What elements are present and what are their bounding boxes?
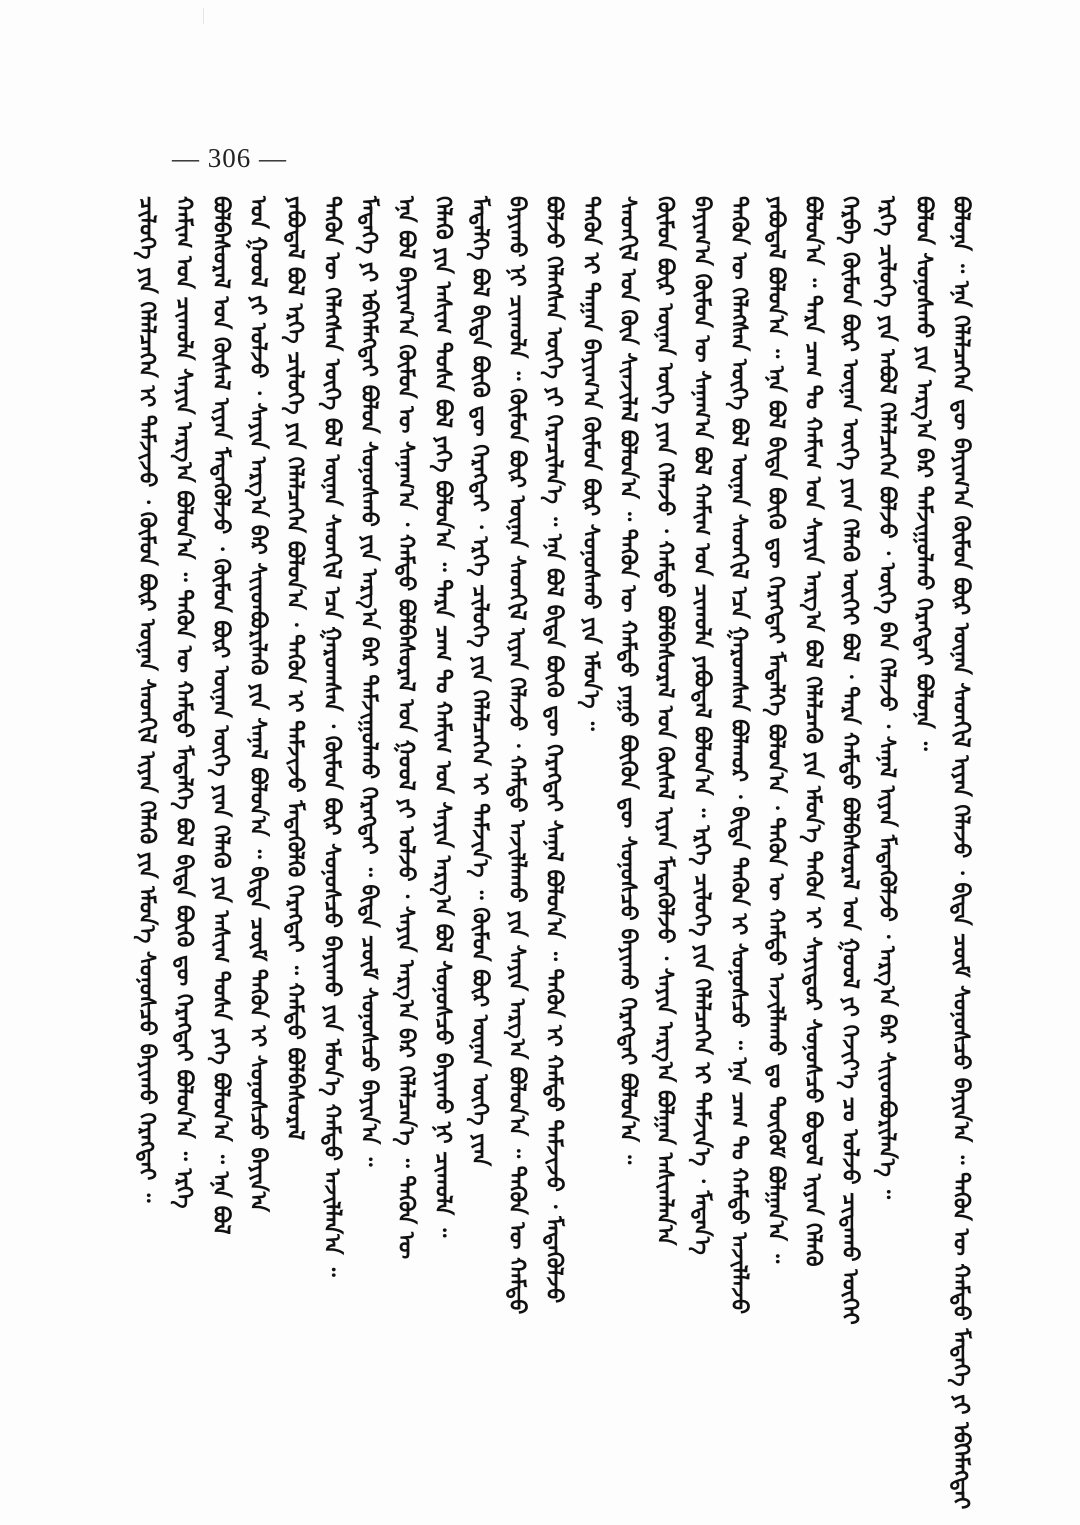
text-column: ᠲᠡᠭᠦᠨ ᠢ ᠳᠠᠭᠠᠨ ᠪᠠᠶᠢᠭ᠎ᠠ ᠬᠦᠮᠦᠨ ᠪᠦᠷ ᠰᠣᠨᠣᠰᠬᠤ ᠶᠢᠨ ᠡᠮᠦᠨ᠎ᠡ ᠃ bbox=[578, 196, 603, 731]
text-column: ᠪᠠᠶᠢᠭ᠎ᠠ ᠬᠦᠮᠦᠨ ᠦ ᠰᠠᠨᠠᠭ᠎ᠠ ᠪᠣᠯ ᠬᠠᠮᠢᠭ ᠤᠨ ᠴᠢᠬᠤᠯᠠ ᠶᠠᠪᠤᠳᠠᠯ ᠪᠣᠯᠤᠨ᠎ᠠ ᠃ ᠡᠷᠬᠡ ᠴᠢᠯᠦᠭᠡ ᠶᠢᠨ ᠬᠡᠯᠡᠯᠴᠡᠭᠡᠨ ᠢ ᠳᠡᠮᠵᠢᠨ᠎ᠡ ᠂ ᠮᠡᠳᠡᠨ᠎ᠡ bbox=[689, 196, 714, 1255]
text-column: ᠲᠡᠭᠦᠨ ᠦ ᠬᠡᠯᠡᠭᠰᠡᠨ ᠦᠭᠡ ᠪᠣᠯ ᠦᠨᠡᠨ ᠰᠡᠳᠬᠢᠯ ᠡᠴᠡ ᠭᠠᠷᠤᠭᠰᠠᠨ ᠂ ᠬᠦᠮᠦᠨ ᠪᠦᠷ ᠰᠣᠨᠣᠰᠴᠤ ᠪᠠᠶᠢᠬᠤ ᠶᠢᠨ ᠡᠮᠦᠨ᠎ᠡ ᠬᠠᠮᠲᠤ ᠠᠵᠢᠯᠯᠠᠨ᠎ᠠ ᠃ bbox=[319, 196, 344, 1277]
text-column: ᠪᠣᠯᠤᠨ᠎ᠠ ᠃ ᠲᠡᠷᠡ ᠴᠠᠭ ᠲᠤ ᠬᠠᠮᠢᠭ ᠤᠨ ᠰᠠᠶᠢᠨ ᠠᠷᠭ᠎ᠠ ᠪᠣᠯ ᠬᠡᠯᠡᠯᠴᠡᠬᠦ ᠶᠢᠨ ᠡᠮᠦᠨ᠎ᠡ ᠲᠡᠭᠦᠨ ᠢ ᠰᠠᠶᠢᠲᠤᠷ ᠰᠣᠨᠣᠰᠴᠤ ᠪᠣᠳᠤᠯ ᠢᠶᠡᠨ ᠬᠡᠯᠡᠬᠦ bbox=[800, 196, 825, 1267]
text-column: ᠪᠣᠯᠤᠨ ᠰᠣᠨᠣᠰᠬᠤ ᠶᠢᠨ ᠠᠷᠭ᠎ᠠ ᠪᠠᠷ ᠳᠠᠮᠵᠢᠭᠤᠯᠬᠤ ᠬᠡᠷᠡᠭᠲᠡᠢ ᠪᠣᠯᠤᠨᠠ ᠃ bbox=[911, 196, 936, 751]
text-column: ᠪᠠᠶᠢᠬᠤ ᠨᠢ ᠴᠢᠬᠤᠯᠠ ᠃ ᠬᠦᠮᠦᠨ ᠪᠦᠷ ᠦᠨᠡᠨ ᠰᠡᠳᠬᠢᠯ ᠢᠶᠡᠨ ᠬᠡᠯᠡᠵᠦ ᠂ ᠬᠠᠮᠲᠤ ᠠᠵᠢᠯᠯᠠᠬᠤ ᠶᠢᠨ ᠰᠠᠶᠢᠨ ᠠᠷᠭ᠎ᠠ ᠪᠣᠯᠤᠨ᠎ᠠ ᠃ ᠲᠡᠭᠦᠨ ᠦ ᠬᠠᠮᠲᠤ bbox=[504, 196, 529, 1315]
text-column: ᠮᠡᠳᠡᠭᠡ ᠶᠢ ᠡᠪᠬᠡᠮᠡᠭᠲᠡᠢ ᠪᠣᠯᠤᠨ ᠰᠣᠨᠣᠰᠬᠤ ᠶᠢᠨ ᠠᠷᠭ᠎ᠠ ᠪᠠᠷ ᠳᠠᠮᠵᠢᠭᠤᠯᠬᠤ ᠬᠡᠷᠡᠭᠲᠡᠢ ᠃ ᠪᠢᠳᠡ ᠴᠥᠮ ᠰᠣᠨᠣᠰᠴᠤ ᠪᠠᠶᠢᠨ᠎ᠠ ᠃ bbox=[356, 196, 381, 1167]
text-column: ᠲᠡᠭᠦᠨ ᠦ ᠬᠡᠯᠡᠭᠰᠡᠨ ᠦᠭᠡ ᠪᠣᠯ ᠦᠨᠡᠨ ᠰᠡᠳᠬᠢᠯ ᠡᠴᠡ ᠭᠠᠷᠤᠭᠰᠠᠨ ᠪᠣᠯᠬᠣᠷ ᠂ ᠪᠢᠳᠡ ᠲᠡᠭᠦᠨ ᠢ ᠰᠣᠨᠣᠰᠴᠤ ᠃ ᠡᠨᠡ ᠴᠠᠭ ᠲᠤ ᠬᠠᠮᠲᠤ ᠠᠵᠢᠯᠯᠠᠵᠤ bbox=[726, 196, 751, 1315]
text-column: ᠮᠡᠳᠡᠯᠭᠡ ᠪᠣᠯ ᠪᠢᠳᠡ ᠪᠦᠬᠦ ᠳᠦ ᠬᠡᠷᠡᠭᠲᠡᠢ ᠂ ᠡᠷᠬᠡ ᠴᠢᠯᠦᠭᠡ ᠶᠢᠨ ᠬᠡᠯᠡᠯᠴᠡᠭᠡᠨ ᠢ ᠳᠡᠮᠵᠢᠨ᠎ᠡ ᠃ ᠬᠦᠮᠦᠨ ᠪᠦᠷ ᠦᠨᠡᠨ ᠦᠭᠡ ᠶᠢᠡᠨ bbox=[467, 196, 492, 1167]
text-column: ᠡᠨᠡ ᠪᠣᠯ ᠪᠠᠶᠢᠭ᠎ᠠ ᠬᠦᠮᠦᠨ ᠦ ᠰᠠᠨᠠᠭ᠎ᠠ ᠂ ᠬᠠᠮᠲᠤ ᠪᠣᠯᠪᠠᠰᠤᠷᠠᠯ ᠤᠨ ᠭᠣᠣᠯ ᠶᠢ ᠣᠯᠵᠤ ᠂ ᠰᠠᠶᠢᠨ ᠠᠷᠭ᠎ᠠ ᠪᠠᠷ ᠬᠡᠯᠡᠯᠴᠡᠨ᠎ᠡ ᠃ ᠲᠡᠭᠦᠨ ᠦ bbox=[393, 196, 418, 1260]
text-column: ᠶᠠᠪᠤᠳᠠᠯ ᠪᠣᠯ ᠡᠷᠬᠡ ᠴᠢᠯᠦᠭᠡ ᠶᠢᠨ ᠬᠡᠯᠡᠯᠴᠡᠭᠡᠨ ᠪᠣᠯᠤᠨ᠎ᠠ ᠂ ᠲᠡᠭᠦᠨ ᠢ ᠳᠡᠮᠵᠢᠵᠦ ᠮᠡᠳᠡᠭᠦᠯᠬᠦ ᠬᠡᠷᠡᠭᠲᠡᠢ ᠃ ᠬᠠᠮᠲᠤ ᠪᠣᠯᠪᠠᠰᠤᠷᠠᠯ bbox=[282, 196, 307, 1141]
text-column: ᠤᠨ ᠭᠣᠣᠯ ᠶᠢ ᠣᠯᠵᠤ ᠂ ᠰᠠᠶᠢᠨ ᠠᠷᠭ᠎ᠠ ᠪᠠᠷ ᠰᠢᠢᠳᠪᠦᠷᠢᠯᠡᠬᠦ ᠶᠢᠨ ᠰᠠᠨᠠᠯ ᠪᠣᠯᠤᠨ᠎ᠠ ᠃ ᠪᠢᠳᠡ ᠴᠥᠮ ᠲᠡᠭᠦᠨ ᠢ ᠰᠣᠨᠣᠰᠴᠤ ᠪᠠᠶᠢᠨ᠎ᠠ bbox=[245, 196, 270, 1213]
scan-artifact bbox=[203, 8, 204, 24]
text-column: ᠰᠡᠳᠬᠢᠯ ᠤᠨ ᠭᠦᠨ ᠰᠢᠨᠵᠢᠯᠡᠯ ᠪᠣᠯᠤᠨ᠎ᠠ ᠃ ᠲᠡᠭᠦᠨ ᠦ ᠬᠠᠮᠲᠤ ᠶᠠᠭᠤ ᠪᠦᠬᠦᠨ ᠳᠦ ᠰᠣᠨᠣᠰᠴᠤ ᠪᠠᠶᠢᠬᠤ ᠬᠡᠷᠡᠭᠲᠡᠢ ᠪᠣᠯᠤᠨ᠎ᠠ ᠃ bbox=[615, 196, 640, 1165]
text-column: ᠪᠣᠯᠤᠨᠠ ᠃ ᠡᠨᠡ ᠬᠡᠯᠡᠯᠴᠡᠭᠡᠨ ᠳᠦ ᠪᠠᠶᠢᠭ᠎ᠠ ᠬᠦᠮᠦᠨ ᠪᠦᠷ ᠦᠨᠡᠨ ᠰᠡᠳᠬᠢᠯ ᠢᠶᠡᠨ ᠬᠡᠯᠡᠵᠦ ᠂ ᠪᠢᠳᠡ ᠴᠥᠮ ᠰᠣᠨᠤᠰᠴᠤ ᠪᠠᠶᠢᠨ᠎ᠠ ᠃ ᠲᠡᠭᠦᠨ ᠦ ᠬᠠᠮᠲᠤ ᠮᠡᠳᠡᠭᠡ ᠶᠢ ᠡᠪᠬᠡᠮᠡᠭᠲᠡᠢ bbox=[948, 196, 973, 1510]
text-column: ᠡᠷᠬᠡ ᠴᠢᠯᠦᠭᠡ ᠶᠢᠨ ᠠᠪᠤᠯ ᠬᠡᠯᠡᠯᠴᠡᠭᠡᠨ ᠪᠣᠯᠵᠤ ᠂ ᠦᠭᠡ ᠪᠡᠨ ᠬᠡᠯᠡᠵᠦ ᠂ ᠰᠠᠨᠠᠯ ᠢᠶᠡᠨ ᠮᠡᠳᠡᠭᠦᠯᠵᠦ ᠂ ᠠᠷᠭ᠎ᠠ ᠪᠠᠷ ᠰᠢᠢᠳᠪᠦᠷᠢᠯᠡᠨ᠎ᠡ ᠃ bbox=[874, 196, 899, 1199]
text-column: ᠬᠦᠮᠦᠨ ᠪᠦᠷ ᠦᠨᠡᠨ ᠦᠭᠡ ᠶᠢᠡᠨ ᠬᠡᠯᠡᠵᠦ ᠂ ᠬᠠᠮᠲᠤ ᠪᠣᠯᠪᠠᠰᠤᠷᠠᠯ ᠤᠨ ᠬᠦᠰᠡᠯ ᠢᠶᠡᠨ ᠮᠡᠳᠡᠭᠦᠯᠵᠦ ᠂ ᠰᠠᠶᠢᠨ ᠠᠷᠭ᠎ᠠ ᠪᠣᠯᠭᠠᠨ ᠠᠰᠢᠭᠯᠠᠨ᠎ᠠ bbox=[652, 196, 677, 1246]
text-column: ᠶᠠᠪᠤᠳᠠᠯ ᠪᠣᠯᠤᠨ᠎ᠠ ᠃ ᠡᠨᠡ ᠪᠣᠯ ᠪᠢᠳᠡ ᠪᠦᠬᠦ ᠳᠦ ᠬᠡᠷᠡᠭᠲᠡᠢ ᠮᠡᠳᠡᠯᠭᠡ ᠪᠣᠯᠤᠨ᠎ᠠ ᠂ ᠲᠡᠭᠦᠨ ᠦ ᠬᠠᠮᠲᠤ ᠠᠵᠢᠯᠯᠠᠬᠤ ᠳᠤ ᠳᠥᠬᠦᠮ ᠪᠣᠯᠭᠠᠨ᠎ᠠ ᠃ bbox=[763, 196, 788, 1264]
text-column: ᠬᠡᠷᠪᠡ ᠬᠦᠮᠦᠨ ᠪᠦᠷ ᠦᠨᠡᠨ ᠦᠭᠡ ᠶᠢᠡᠨ ᠬᠡᠯᠡᠬᠦ ᠦᠭᠡᠢ ᠪᠣᠯ ᠂ ᠲᠡᠷᠡ ᠬᠠᠮᠲᠤ ᠪᠣᠯᠪᠠᠰᠤᠷᠠᠯ ᠤᠨ ᠭᠣᠣᠯ ᠶᠢ ᠬᠡᠵᠢᠶ᠎ᠡ ᠴᠤ ᠣᠯᠵᠤ ᠴᠢᠳᠠᠬᠤ ᠦᠭᠡᠢ bbox=[837, 196, 862, 1325]
text-column: ᠬᠡᠯᠡᠬᠦ ᠶᠢᠨ ᠠᠰᠢᠭ ᠲᠤᠰᠠ ᠪᠣᠯ ᠶᠡᠬᠡ ᠪᠣᠯᠤᠨ᠎ᠠ ᠃ ᠲᠡᠷᠡ ᠴᠠᠭ ᠲᠤ ᠬᠠᠮᠢᠭ ᠤᠨ ᠰᠠᠶᠢᠨ ᠠᠷᠭ᠎ᠠ ᠪᠣᠯ ᠰᠣᠨᠣᠰᠴᠤ ᠪᠠᠶᠢᠬᠤ ᠨᠢ ᠴᠢᠬᠤᠯᠠ ᠃ bbox=[430, 196, 455, 1238]
mongolian-text-body bbox=[134, 196, 975, 1510]
text-column: ᠪᠣᠯᠵᠤ ᠬᠡᠯᠡᠭᠰᠡᠨ ᠦᠭᠡ ᠶᠢ ᠭᠡᠷᠡᠴᠢᠯᠡᠨ᠎ᠡ ᠃ ᠡᠨᠡ ᠪᠣᠯ ᠪᠢᠳᠡ ᠪᠦᠬᠦ ᠳᠦ ᠬᠡᠷᠡᠭᠲᠡᠢ ᠰᠠᠨᠠᠯ ᠪᠣᠯᠤᠨ᠎ᠠ ᠃ ᠲᠡᠭᠦᠨ ᠢ ᠬᠠᠮᠲᠤ ᠳᠡᠮᠵᠢᠵᠦ ᠂ ᠮᠡᠳᠡᠭᠦᠯᠵᠦ bbox=[541, 196, 566, 1304]
text-column: ᠪᠣᠯᠪᠠᠰᠤᠷᠠᠯ ᠤᠨ ᠬᠦᠰᠡᠯ ᠢᠶᠡᠨ ᠮᠡᠳᠡᠭᠦᠯᠵᠦ ᠂ ᠬᠦᠮᠦᠨ ᠪᠦᠷ ᠦᠨᠡᠨ ᠦᠭᠡ ᠶᠢᠡᠨ ᠬᠡᠯᠡᠬᠦ ᠶᠢᠨ ᠠᠰᠢᠭ ᠲᠤᠰᠠ ᠶᠡᠬᠡ ᠪᠣᠯᠤᠨ᠎ᠠ ᠃ ᠡᠨᠡ ᠪᠣᠯ bbox=[208, 196, 233, 1235]
page-number: — 306 — bbox=[172, 143, 287, 173]
text-column: ᠬᠠᠮᠢᠭ ᠤᠨ ᠴᠢᠬᠤᠯᠠ ᠰᠠᠶᠢᠨ ᠠᠷᠭ᠎ᠠ ᠪᠣᠯᠤᠨ᠎ᠠ ᠃ ᠲᠡᠭᠦᠨ ᠦ ᠬᠠᠮᠲᠤ ᠮᠡᠳᠡᠯᠭᠡ ᠪᠣᠯ ᠪᠢᠳᠡ ᠪᠦᠬᠦ ᠳᠦ ᠬᠡᠷᠡᠭᠲᠡᠢ ᠪᠣᠯᠤᠨ᠎ᠠ ᠃ ᠡᠷᠬᠡ bbox=[171, 196, 196, 1209]
text-column: ᠴᠢᠯᠦᠭᠡ ᠶᠢᠨ ᠬᠡᠯᠡᠯᠴᠡᠭᠡᠨ ᠢ ᠳᠡᠮᠵᠢᠵᠦ ᠂ ᠬᠦᠮᠦᠨ ᠪᠦᠷ ᠦᠨᠡᠨ ᠰᠡᠳᠬᠢᠯ ᠢᠶᠡᠨ ᠬᠡᠯᠡᠬᠦ ᠶᠢᠨ ᠡᠮᠦᠨ᠎ᠡ ᠰᠣᠨᠣᠰᠴᠤ ᠪᠠᠶᠢᠬᠤ ᠬᠡᠷᠡᠭᠲᠡᠢ ᠃ bbox=[134, 196, 159, 1203]
